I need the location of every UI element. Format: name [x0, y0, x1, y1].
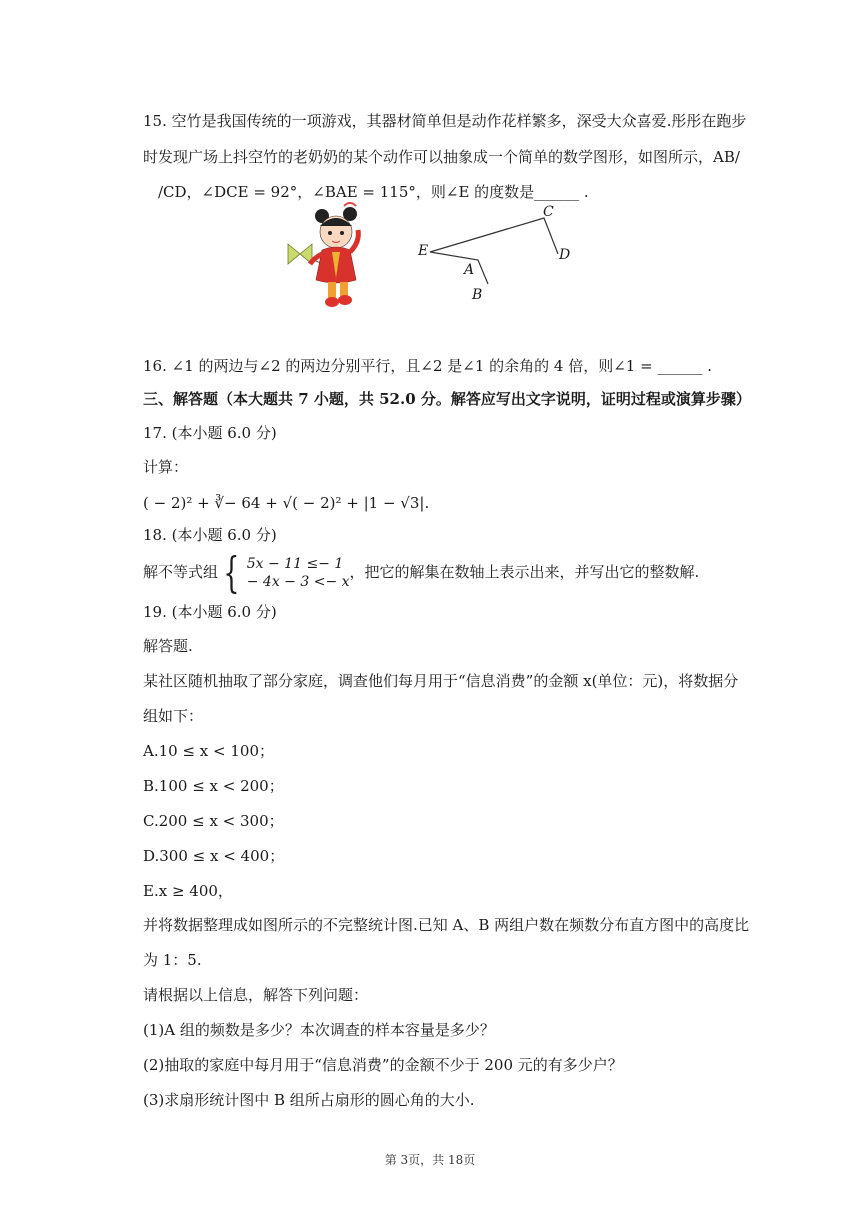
group-c: C.200 ≤ x < 300； — [143, 812, 284, 830]
inequality-2: − 4x − 3 <− x — [246, 574, 350, 590]
q19-line1: 某社区随机抽取了部分家庭，调查他们每月用于“信息消费”的金额 x(单位：元)，将数据分 — [143, 672, 739, 690]
label-e: E — [418, 243, 429, 259]
page-footer: 第 3页，共 18页 — [384, 1153, 476, 1167]
q16-line1: 16. ∠1 的两边与∠2 的两边分别平行，且∠2 是∠1 的余角的 4 倍，则∠1 = ______ . — [143, 357, 712, 375]
q19-sub2: (2)抽取的家庭中每月用于“信息消费”的金额不少于 200 元的有多少户？ — [143, 1056, 623, 1074]
q15-line2: 时发现广场上抖空竹的老奶奶的某个动作可以抽象成一个简单的数学图形，如图所示，AB/ — [143, 148, 740, 166]
q18-body — [143, 548, 700, 597]
section-heading: 三、解答题（本大题共 7 小题，共 52.0 分。解答应写出文字说明，证明过程或演算步骤） — [143, 390, 751, 408]
label-b: B — [472, 287, 483, 303]
q18-header: 18. (本小题 6.0 分) — [143, 526, 277, 544]
group-e: E.x ≥ 400， — [143, 882, 233, 900]
label-a: A — [464, 262, 475, 278]
q15-line1: 15. 空竹是我国传统的一项游戏，其器材简单但是动作花样繁多，深受大众喜爱.彤彤在跑步 — [143, 112, 747, 130]
q19-line4: 为 1：5. — [143, 951, 202, 969]
group-a: A.10 ≤ x < 100； — [143, 742, 274, 760]
q19-line3: 并将数据整理成如图所示的不完整统计图.已知 A、B 两组户数在频数分布直方图中的高度比 — [143, 916, 750, 934]
label-d: D — [559, 247, 571, 263]
group-d: D.300 ≤ x < 400； — [143, 847, 285, 865]
q19-sub1: (1)A 组的频数是多少？本次调查的样本容量是多少？ — [143, 1021, 495, 1039]
group-b: B.100 ≤ x < 200； — [143, 777, 284, 795]
q18-tail: ，把它的解集在数轴上表示出来，并写出它的整数解. — [349, 563, 700, 581]
q19-prompt: 解答题. — [143, 637, 193, 655]
q15-line3: /CD，∠DCE = 92°，∠BAE = 115°，则∠E 的度数是______ . — [158, 183, 589, 201]
q19-header: 19. (本小题 6.0 分) — [143, 603, 277, 621]
inequality-1: 5x − 11 ≤− 1 — [246, 556, 344, 572]
label-c: C — [543, 204, 554, 220]
q17-expression: ( − 2)² + ∛− 64 + √( − 2)² + |1 − √3|. — [143, 494, 430, 512]
girl-diabolo-illustration — [282, 202, 382, 314]
q17-prompt: 计算： — [143, 458, 189, 476]
q17-header: 17. (本小题 6.0 分) — [143, 424, 277, 442]
q19-sub3: (3)求扇形统计图中 B 组所占扇形的圆心角的大小. — [143, 1091, 475, 1109]
geometry-figure — [412, 200, 582, 305]
brace-symbol: { — [223, 548, 240, 597]
q19-line2: 组如下： — [143, 707, 204, 725]
q18-lead: 解不等式组 — [143, 563, 219, 581]
inequality-system — [218, 548, 350, 597]
q19-line5: 请根据以上信息，解答下列问题： — [143, 986, 369, 1004]
